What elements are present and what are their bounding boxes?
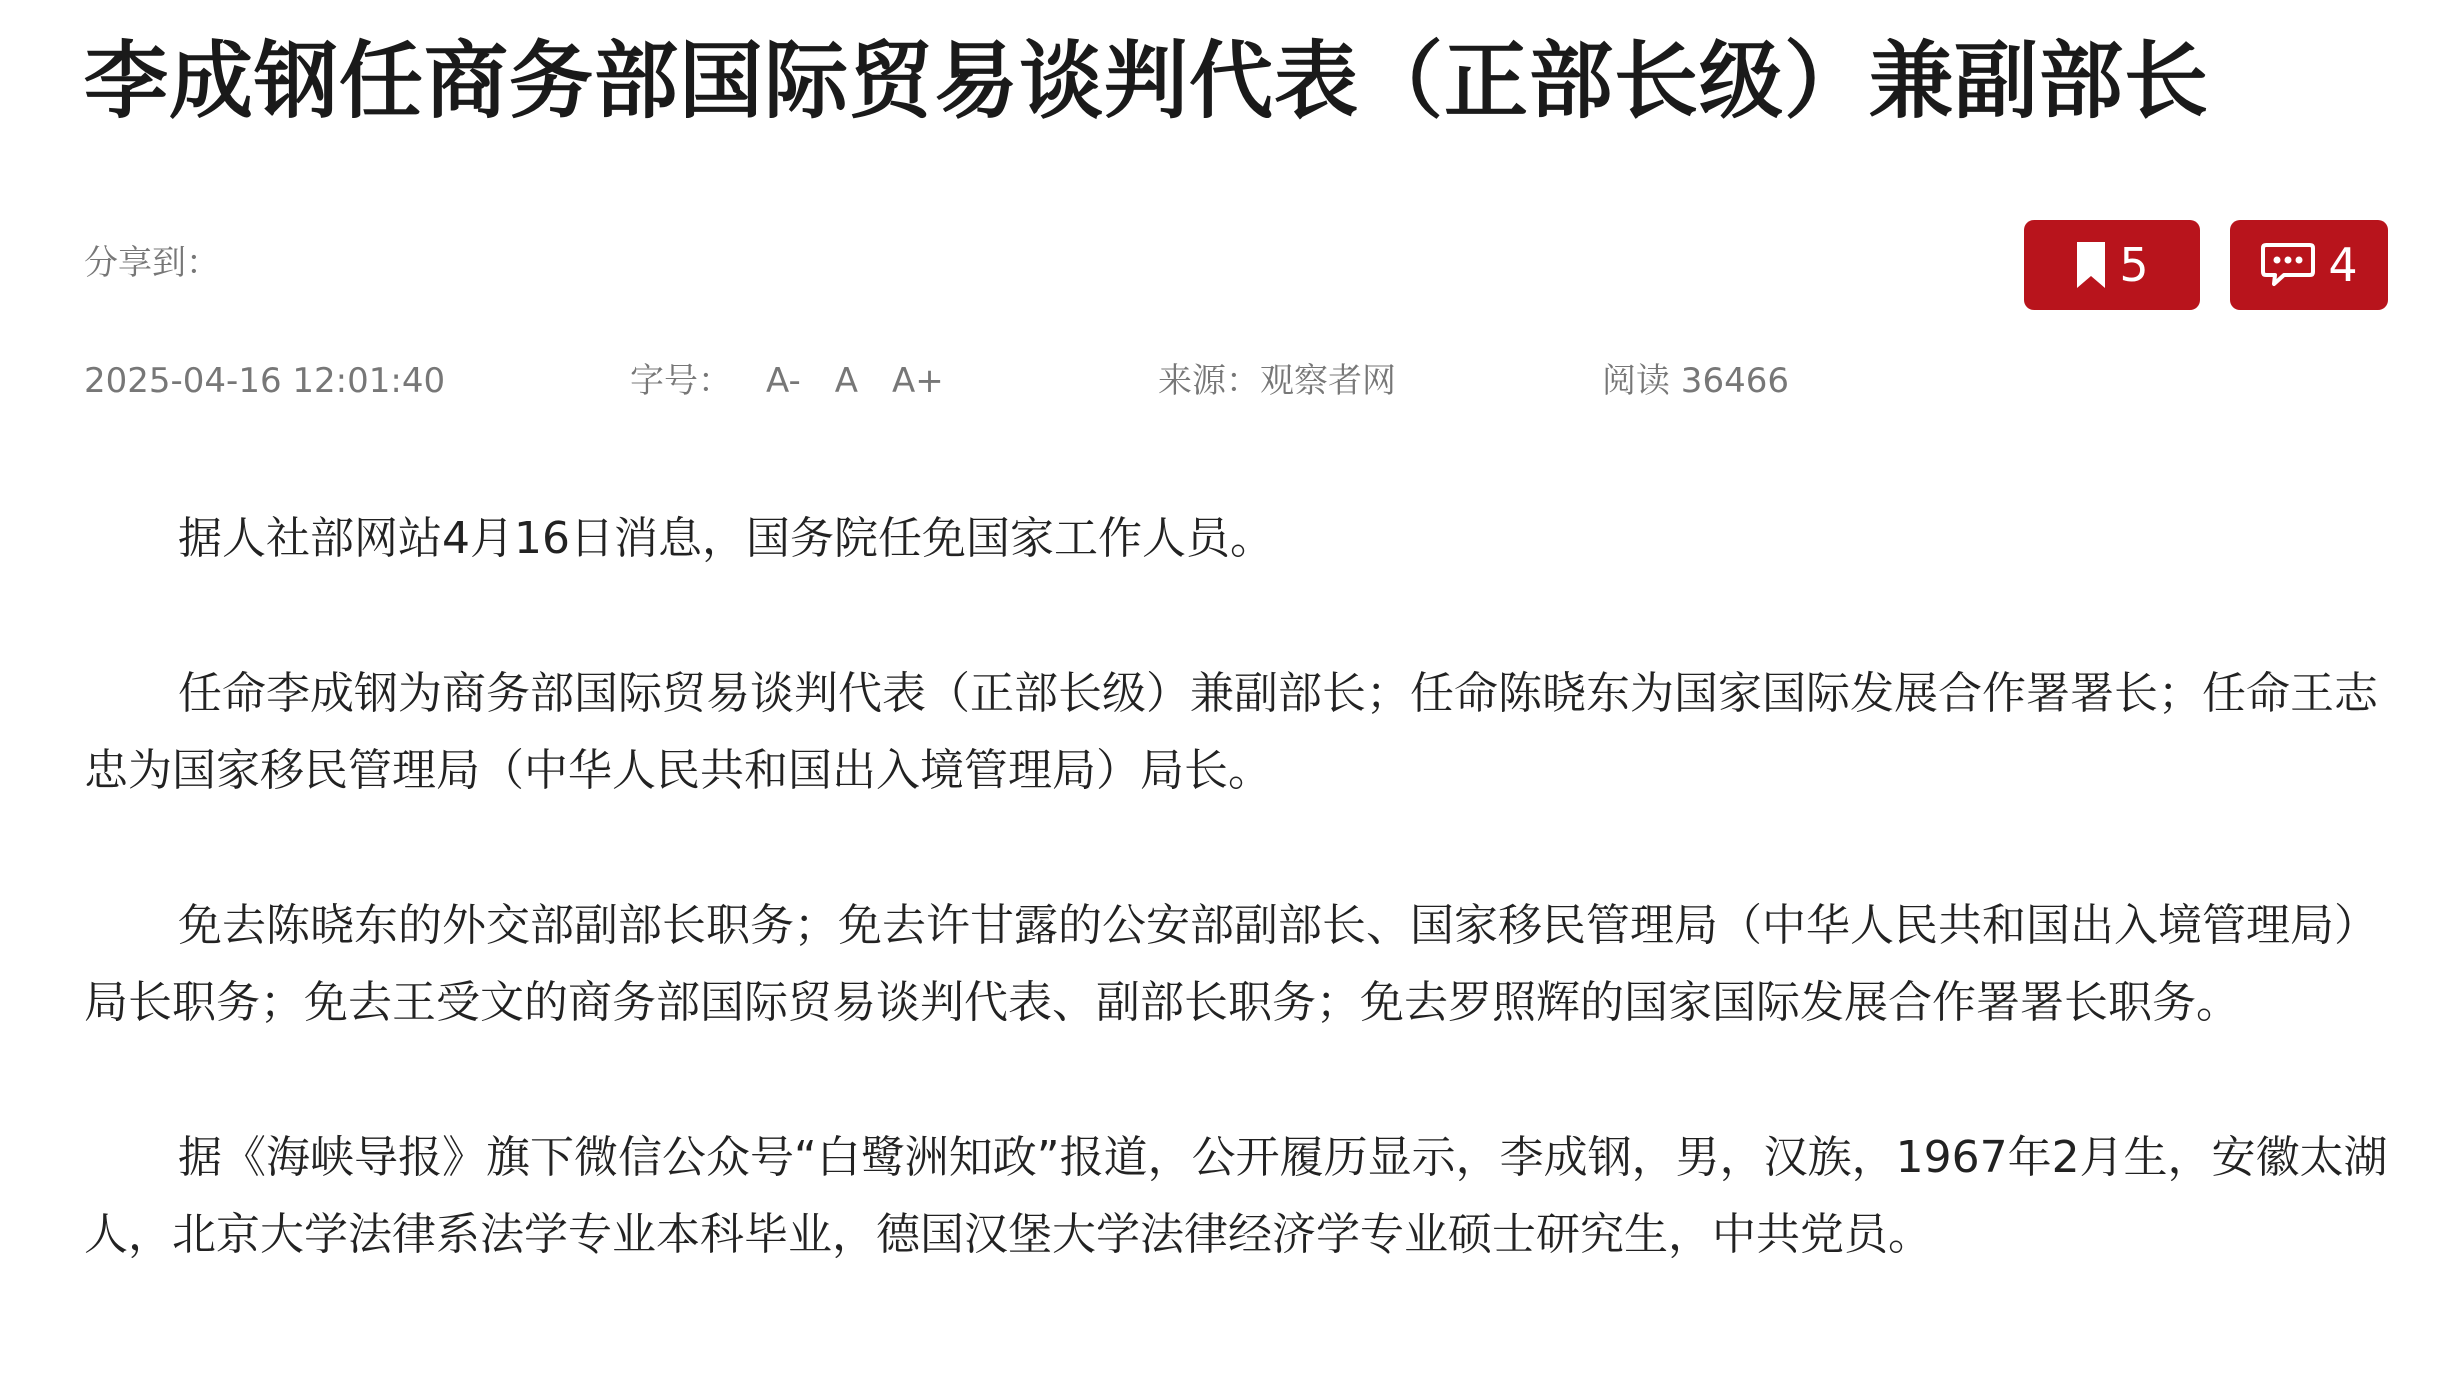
bookmark-count: 5 <box>2119 238 2149 292</box>
share-label: 分享到： <box>84 243 220 283</box>
article-counters <box>2024 220 2388 310</box>
article-body <box>84 500 2404 1351</box>
publish-date: 2025-04-16 12:01:40 <box>84 361 446 401</box>
read-count: 阅读 36466 <box>1602 361 1789 401</box>
font-default-button[interactable]: A <box>834 361 859 401</box>
article-paragraph: 任命李成钢为商务部国际贸易谈判代表（正部长级）兼副部长；任命陈晓东为国家国际发展合作署署长；任命王志忠为国家移民管理局（中华人民共和国出入境管理局）局长。 <box>84 668 2378 796</box>
article-paragraph: 免去陈晓东的外交部副部长职务；免去许甘露的公安部副部长、国家移民管理局（中华人民共和国出入境管理局）局长职务；免去王受文的商务部国际贸易谈判代表、副部长职务；免去罗照辉的国家国际发展合作署署长职务。 <box>84 900 2378 1028</box>
comment-icon <box>2260 242 2316 288</box>
font-increase-button[interactable]: A+ <box>892 361 944 401</box>
bookmark-button[interactable] <box>2024 220 2200 310</box>
font-size-controls <box>630 356 944 406</box>
article-title: 李成钢任商务部国际贸易谈判代表（正部长级）兼副部长 <box>84 32 2210 130</box>
article-paragraph: 据人社部网站4月16日消息，国务院任免国家工作人员。 <box>178 513 1274 564</box>
article-meta <box>84 356 1984 406</box>
article-source: 来源：观察者网 <box>1158 361 1396 401</box>
comment-count: 4 <box>2328 238 2358 292</box>
bookmark-icon <box>2075 240 2107 290</box>
article-paragraph: 据《海峡导报》旗下微信公众号“白鹭洲知政”报道，公开履历显示，李成钢，男，汉族，1967年2月生，安徽太湖人，北京大学法律系法学专业本科毕业，德国汉堡大学法律经济学专业硕士研究生，中共党员。 <box>84 1132 2388 1260</box>
comment-button[interactable] <box>2230 220 2388 310</box>
font-size-label: 字号： <box>630 361 732 401</box>
font-decrease-button[interactable]: A- <box>766 361 801 401</box>
